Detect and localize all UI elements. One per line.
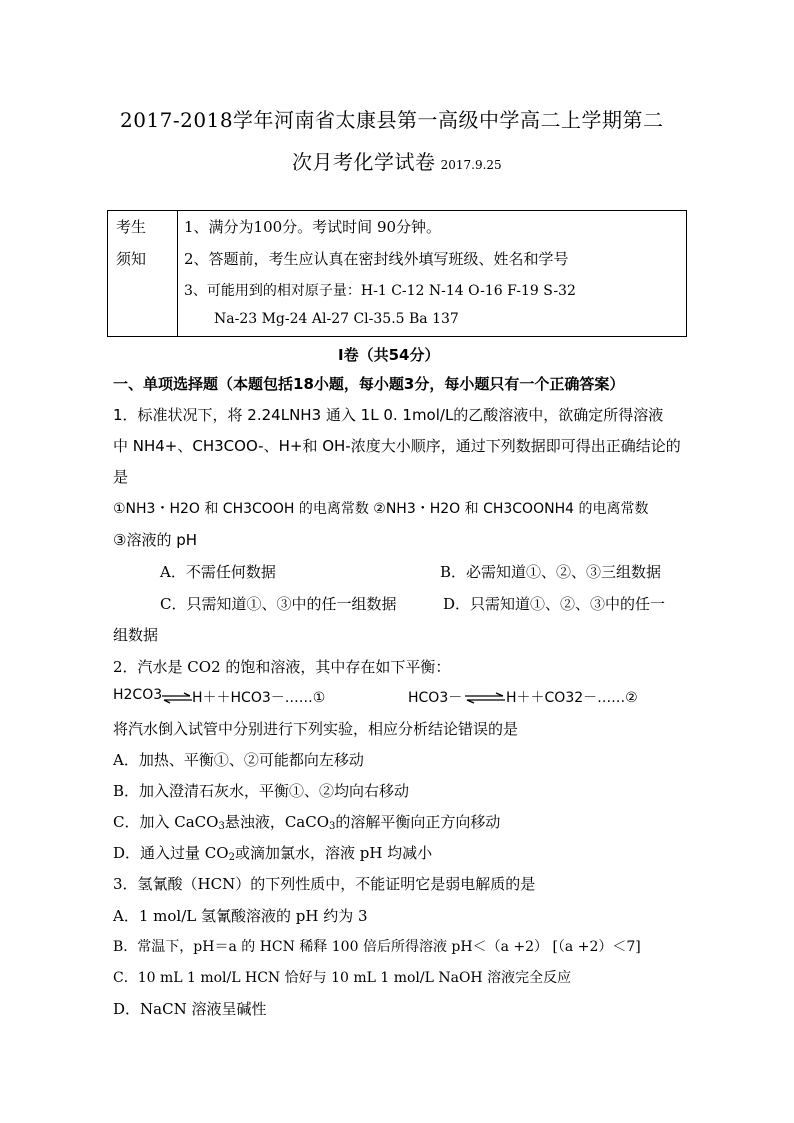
q2-option-c — [113, 811, 500, 832]
q2-eq2-right: H＋＋CO32－……② — [506, 690, 638, 706]
volume-title: I卷（共54分） — [338, 346, 440, 364]
q2-option-d-post: 或滴加氯水，溶液 pH 均减小 — [234, 844, 433, 862]
exam-date: 2017.9.25 — [440, 158, 502, 172]
q1-option-a: A．不需任何数据 — [160, 563, 276, 581]
q2-option-d-sub: 2 — [228, 852, 235, 863]
q1-stem-line1: 1．标准状况下，将 2.24LNH3 通入 1L 0. 1mol/L的乙酸溶液中，欲确定所得溶液 — [113, 406, 664, 424]
notice-item-3-cont: Na-23 Mg-24 Al-27 Cl-35.5 Ba 137 — [214, 311, 459, 327]
q2-option-c-pre: C．加入 CaCO — [113, 813, 219, 831]
q2-eq2-left: HCO3－ — [408, 690, 463, 706]
notice-divider — [177, 210, 178, 337]
q2-option-d-pre: D．通入过量 CO — [113, 844, 229, 862]
q1-data-line1: ①NH3・H2O 和 CH3COOH 的电离常数 ②NH3・H2O 和 CH3COONH4 的电离常数 — [113, 501, 649, 517]
q2-option-c-post: 的溶解平衡向正方向移动 — [335, 813, 501, 831]
q3-option-b: B．常温下，pH＝a 的 HCN 稀释 100 倍后所得溶液 pH＜（a +2） [（a +2）＜7] — [113, 939, 641, 955]
q1-option-d-cont: 组数据 — [113, 626, 159, 644]
q3-option-c: C．10 mL 1 mol/L HCN 恰好与 10 mL 1 mol/L NaOH 溶液完全反应 — [113, 970, 572, 986]
equilibrium-arrow-icon — [465, 692, 505, 704]
q2-option-d — [113, 842, 432, 863]
q1-stem-line3: 是 — [113, 468, 129, 486]
page-title-line2: 次月考化学试卷 — [292, 150, 436, 174]
q3-option-a: A．1 mol/L 氢氰酸溶液的 pH 约为 3 — [113, 907, 368, 925]
q2-option-b: B．加入澄清石灰水，平衡①、②均向右移动 — [113, 782, 410, 800]
q2-stem: 2．汽水是 CO2 的饱和溶液，其中存在如下平衡： — [113, 658, 451, 676]
q1-stem-line2: 中 NH4+、CH3COO-、H+和 OH-浓度大小顺序，通过下列数据即可得出正确结论的 — [113, 437, 681, 455]
q2-eq1-right: H＋＋HCO3－……① — [192, 690, 326, 706]
q3-option-d: D．NaCN 溶液呈碱性 — [113, 1000, 267, 1018]
notice-label-line2: 须知 — [116, 250, 147, 268]
q2-option-c-sub1: 3 — [218, 821, 225, 832]
q2-option-a: A．加热、平衡①、②可能都向左移动 — [113, 751, 364, 769]
notice-item-2: 2、答题前，考生应认真在密封线外填写班级、姓名和学号 — [184, 250, 569, 268]
notice-label-line1: 考生 — [116, 218, 147, 236]
notice-item-1: 1、满分为100分。考试时间 90分钟。 — [184, 218, 442, 236]
q2-option-c-sub2: 3 — [329, 821, 336, 832]
q1-option-c: C．只需知道①、③中的任一组数据 — [160, 595, 397, 613]
section-heading: 一、单项选择题（本题包括18小题，每小题3分，每小题只有一个正确答案） — [113, 375, 625, 393]
q3-stem: 3．氢氰酸（HCN）的下列性质中，不能证明它是弱电解质的是 — [113, 875, 536, 893]
q1-option-b: B．必需知道①、②、③三组数据 — [440, 563, 662, 581]
q1-option-d: D．只需知道①、②、③中的任一 — [443, 595, 666, 613]
page-title-line1: 2017-2018学年河南省太康县第一高级中学高二上学期第二 — [120, 108, 664, 132]
q2-option-c-mid: 悬浊液，CaCO — [224, 813, 330, 831]
equilibrium-arrow-icon — [162, 692, 192, 704]
notice-item-3: 3、可能用到的相对原子量：H-1 C-12 N-14 O-16 F-19 S-32 — [184, 283, 576, 299]
page-title-line2-wrap — [292, 146, 502, 175]
q2-eq1-left: H2CO3 — [113, 687, 163, 703]
q1-data-line2: ③溶液的 pH — [113, 531, 198, 549]
q2-instruction: 将汽水倒入试管中分别进行下列实验，相应分析结论错误的是 — [113, 720, 519, 738]
